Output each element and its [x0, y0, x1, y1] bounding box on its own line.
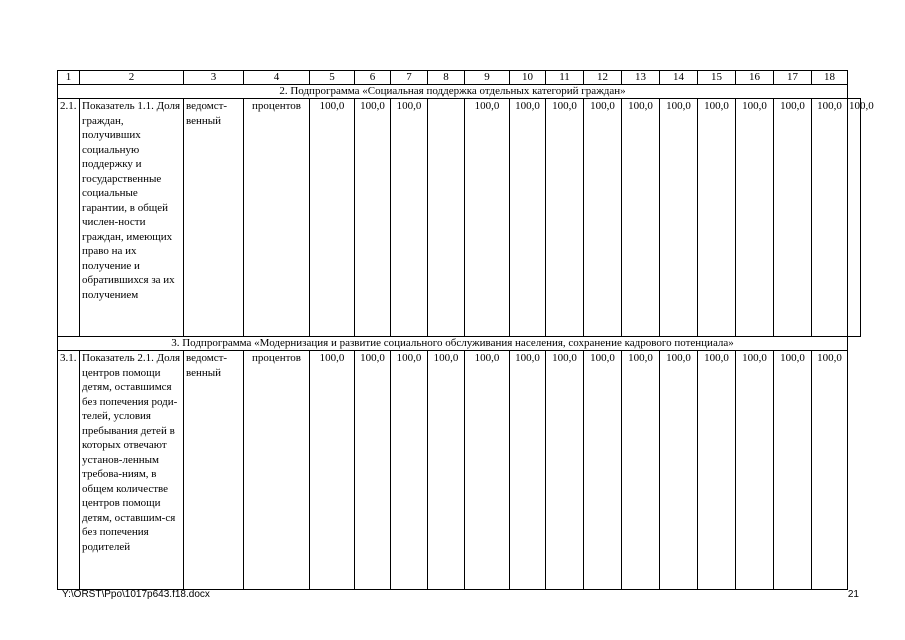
value-cell: 100,0 — [546, 351, 584, 590]
value-cell: 100,0 — [660, 351, 698, 590]
header-cell: 4 — [244, 71, 310, 85]
value-cell: 100,0 — [391, 99, 428, 337]
value-cell: 100,0 — [622, 99, 660, 337]
value-cell: 100,0 — [355, 99, 391, 337]
value-cell: 100,0 — [428, 351, 465, 590]
indicator-name: Показатель 2.1. Доля центров помощи детям, оставшимся без попечения роди-телей, условия пребывания детей в которых отвечают установ-ленным требова-ниям, в общем количестве центров помощи детям, оставшим-ся без попечения родителей — [80, 351, 184, 590]
header-cell: 16 — [736, 71, 774, 85]
section-title: 2. Подпрограмма «Социальная поддержка отдельных категорий граждан» — [58, 85, 848, 99]
header-cell: 17 — [774, 71, 812, 85]
header-cell: 1 — [58, 71, 80, 85]
header-cell: 11 — [546, 71, 584, 85]
value-cell: 100,0 — [622, 351, 660, 590]
value-cell: 100,0 — [848, 99, 861, 337]
header-cell: 14 — [660, 71, 698, 85]
value-cell: 100,0 — [584, 351, 622, 590]
value-cell: 100,0 — [355, 351, 391, 590]
value-cell: 100,0 — [812, 351, 848, 590]
data-source: ведомст-венный — [184, 99, 244, 337]
value-cell: 100,0 — [736, 351, 774, 590]
row-number: 3.1. — [58, 351, 80, 590]
value-cell: 100,0 — [465, 99, 510, 337]
header-cell: 15 — [698, 71, 736, 85]
value-cell: 100,0 — [391, 351, 428, 590]
value-cell: 100,0 — [698, 99, 736, 337]
unit: процентов — [244, 99, 310, 337]
header-cell: 2 — [80, 71, 184, 85]
value-cell — [428, 99, 465, 337]
indicators-table — [57, 70, 874, 590]
value-cell: 100,0 — [310, 351, 355, 590]
section-title-row — [58, 85, 861, 99]
header-cell: 9 — [465, 71, 510, 85]
indicator-name: Показатель 1.1. Доля граждан, получивших социальную поддержку и государственные социальные гарантии, в общей числен-ности граждан, имеющих право на их получение и обратившихся за их получением — [80, 99, 184, 337]
column-numbers-row — [58, 71, 861, 85]
value-cell: 100,0 — [660, 99, 698, 337]
value-cell: 100,0 — [465, 351, 510, 590]
header-cell: 3 — [184, 71, 244, 85]
value-cell: 100,0 — [774, 351, 812, 590]
file-path: Y:\ORST\Ppo\1017p643.f18.docx — [62, 589, 210, 600]
value-cell: 100,0 — [510, 351, 546, 590]
header-cell: 8 — [428, 71, 465, 85]
data-source: ведомст-венный — [184, 351, 244, 590]
value-cell: 100,0 — [698, 351, 736, 590]
value-cell: 100,0 — [584, 99, 622, 337]
indicator-row — [58, 351, 861, 590]
section-title: 3. Подпрограмма «Модернизация и развитие социального обслуживания населения, сохранение кадрового потенциала» — [58, 337, 848, 351]
unit: процентов — [244, 351, 310, 590]
header-cell: 6 — [355, 71, 391, 85]
value-cell: 100,0 — [812, 99, 848, 337]
value-cell: 100,0 — [736, 99, 774, 337]
header-cell: 13 — [622, 71, 660, 85]
row-number: 2.1. — [58, 99, 80, 337]
header-cell: 12 — [584, 71, 622, 85]
indicator-row — [58, 99, 861, 337]
header-cell: 10 — [510, 71, 546, 85]
header-cell: 18 — [812, 71, 848, 85]
section-title-row — [58, 337, 861, 351]
header-cell: 7 — [391, 71, 428, 85]
value-cell: 100,0 — [510, 99, 546, 337]
header-cell: 5 — [310, 71, 355, 85]
page-number: 21 — [847, 589, 859, 600]
value-cell: 100,0 — [774, 99, 812, 337]
value-cell: 100,0 — [546, 99, 584, 337]
value-cell: 100,0 — [310, 99, 355, 337]
